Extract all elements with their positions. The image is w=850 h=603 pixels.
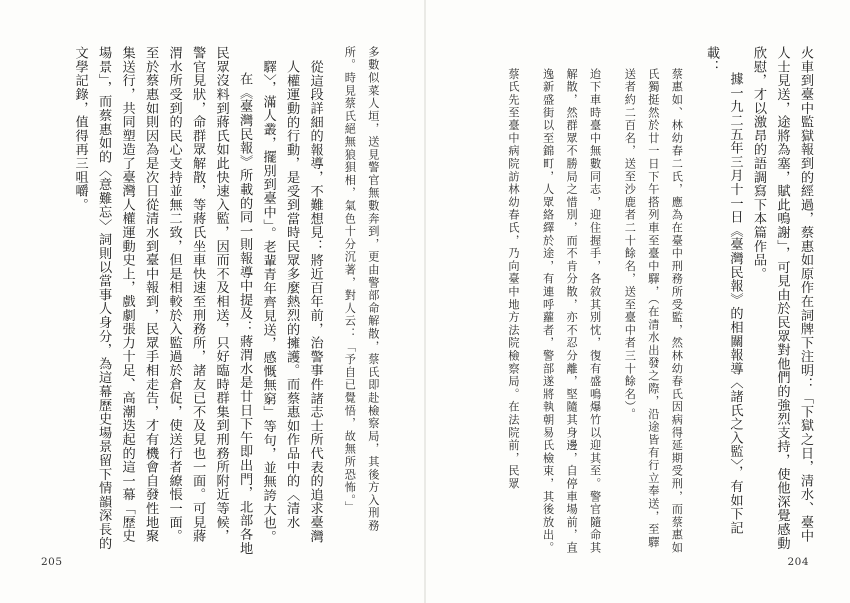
paragraph-analysis: 在《臺灣民報》所載的同一則報導中提及：蔣渭水是廿日下午即出門，北部各地民眾沒料到蔣氏如此快速入監，因而不及相送，只好臨時群集到刑務所附近等候，警官見狀，命群眾解散，等蔣氏坐車快速至刑務所，諸友已不及見也一面。可見蔣渭水所受到的民心支持並無二致，但是相較於入監過於倉促，使送行者繚悵一面。至於蔡惠如則因為是次日從清水到臺中報到，民眾手相走告，才有機會自發性地聚集送行，共同塑造了臺灣人權運動史上，戲劇張力十足、高潮迭起的這一幕「歷史場景」，而蔡惠如的〈意難忘〉詞則以當事人身分，為這幕歷史場景留下情韻深長的文學記錄，值得再三咀嚼。 [72, 46, 253, 556]
paragraph-citation: 據一九二五年三月十一日《臺灣民報》的相關報導〈諸氏之入監〉，有如下記載： [704, 46, 743, 535]
right-page [425, 0, 850, 603]
paragraph-discussion: 從這段詳細的報導，不難想見：將近百年前，治警事件諸志士所代表的追求臺灣人權運動的行動，是受到當時民眾多麼熱烈的擁護。而蔡惠如作品中的〈清水驛〉，滿人叢，擺別到臺中」。老輩青年齊見送，感慨無窮」等句，並無誇大也。 [260, 60, 323, 544]
quote-block-3: 蔡氏先至臺中病院訪林幼春氏，乃向臺中地方法院檢察局。在法院前，民眾 [506, 68, 520, 491]
right-page-text [455, 46, 817, 556]
page-number-left: 205 [41, 556, 63, 568]
quote-continuation: 多數似菜人垣，送見警官無數奔到，更由警部命解散，蔡氏即赴檢察局，其後方入刑務所。時見蔡氏絕無狼狽相，氣色十分沉著，對人云：「予自已覺悟，故無所恐怖。」 [343, 46, 380, 533]
left-page-text [40, 46, 396, 556]
page-number-right: 204 [787, 556, 809, 568]
quote-block-2: 迨下車時臺中無數同志，迎住握手，各敘其別忱，復有盛鳴爆竹以迎其至。警官隨命其解散，然群眾不勝局之惜別，而不肯分散，亦不忍分離，堅隨其身邊，自停車場前，直逸新盛街以至錦町，人眾絡繹於途，有連呼蘿者，警部遂將執朝易氏檢束，其後放出。 [541, 68, 602, 555]
quote-block-1: 蔡惠如、林幼春二氏，應為在臺中刑務所受監，然林幼春氏因病得延期受刑，而蔡惠如氏獨挺然於廿一日下午搭列車至臺中驛，（在清水出發之際，沿途皆有行立奉送，至驛送者約二百名，送至沙鹿者二十餘名，送至臺中者三十餘名）。 [623, 68, 684, 555]
paragraph-intro: 火車到臺中監獄報到的經過，蔡惠如原作在詞牌下注明：「下獄之日，清水、臺中人士見送，途將為塞，賦此鳴謝」，可見由於民眾對他們的強烈支持，使他深覺感動欣慰，才以激昂的語調寫下本篇作品。 [751, 46, 813, 550]
